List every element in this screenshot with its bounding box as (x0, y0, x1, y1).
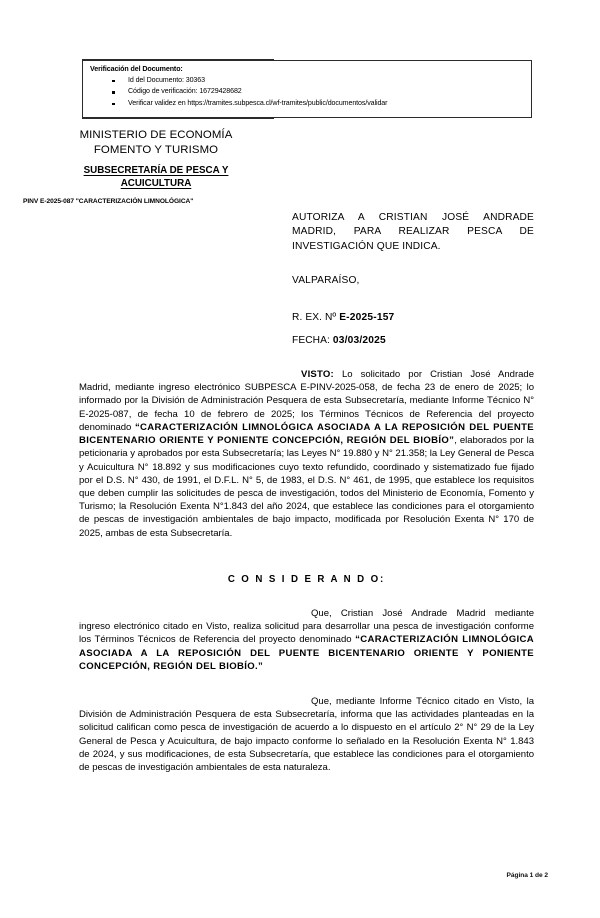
resolution-subject: AUTORIZA A CRISTIAN JOSÉ ANDRADE MADRID, PARA REALIZAR PESCA DE INVESTIGACIÓN QUE INDICA. (292, 212, 534, 252)
considerando-paragraph-2 (79, 695, 534, 774)
ministry-name-line-2: FOMENTO Y TURISMO (93, 143, 219, 156)
visto-project-title: “CARACTERIZACIÓN LIMNOLÓGICA ASOCIADA A LA REPOSICIÓN DEL PUENTE BICENTENARIO ORIENTE Y PONIENTE CONCEPCIÓN, REGIÓN DEL BIOBÍO” (79, 421, 535, 447)
resolution-number-line (292, 312, 534, 323)
letterhead (22, 128, 290, 205)
document-body (79, 368, 534, 774)
issue-city: VALPARAÍSO, (292, 275, 360, 287)
considerando-1-text: Que, Cristian José Andrade Madrid mediante ingreso electrónico citado en Visto, realiza solicitud para desarrollar una pesca de investigación conforme los Términos Técnicos de Referencia del proyecto denominado (79, 607, 534, 646)
visto-paragraph (79, 368, 534, 540)
verification-item-url: Verificar validez en https://tramites.subpesca.cl/wf-tramites/public/documentos/validar (90, 98, 525, 109)
project-reference-code: PINV E-2025-087 "CARACTERIZACIÓN LIMNOLÓGICA" (23, 198, 194, 206)
considerando-paragraph-1 (79, 607, 534, 673)
visto-label: VISTO: (301, 369, 334, 380)
ministry-name-line-1: MINISTERIO DE ECONOMÍA (79, 129, 233, 141)
subsecretaria-name-line-1: SUBSECRETARÍA DE PESCA Y (83, 165, 229, 177)
subsecretaria-name-line-2: ACUICULTURA (120, 177, 192, 189)
verification-box-title: Verificación del Documento: (90, 65, 183, 73)
considerando-2-text: Que, mediante Informe Técnico citado en Visto, la División de Administración Pesquera de esta Subsecretaría, informa que las actividades planteadas en la solicitud califican como pesca de investigación de acuerdo a lo dispuesto en el artículo 2° N° 29 de la Ley General de Pesca y Acuicultura, de bajo impacto conforme lo señalado en la Resolución Exenta N° 1.843 de 2024, y sus modificaciones, de esta Subsecretaría, que establece las condiciones para el otorgamiento de pescas de investigación ambientales de esta naturaleza. (79, 695, 534, 774)
document-verification-box (82, 60, 532, 118)
ministry-name (22, 128, 290, 157)
spacer-after-considerando (79, 585, 534, 607)
verification-details-list (90, 75, 525, 109)
considerando-heading: C O N S I D E R A N D O: (227, 573, 386, 585)
verification-item-code: Código de verificación: 16729428682 (90, 86, 525, 97)
considerando-1-project-title: “CARACTERIZACIÓN LIMNOLÓGICA ASOCIADA A LA REPOSICIÓN DEL PUENTE BICENTENARIO ORIENTE Y PONIENTE CONCEPCIÓN, REGIÓN DEL BIOBÍO.” (79, 634, 535, 672)
resolution-date-label: FECHA: (292, 335, 330, 347)
page-number-footer: Página 1 de 2 (506, 872, 548, 879)
resolution-date-value: 03/03/2025 (332, 335, 386, 347)
spacer-between-considerandos (79, 673, 534, 695)
verification-item-document-id: Id del Documento: 30363 (90, 75, 525, 86)
visto-text-part-2: , elaborados por la peticionaria y aprobados por esta Subsecretaría; las Leyes N° 19.880 y N° 21.358; la Ley General de Pesca y Acuicultura N° 18.892 y sus modificaciones cuyo texto refundido, coordinado y sistematizado fue fijado por el D.S. N° 430, de 1991, el D.F.L. N° 5, de 1983, el D.S. N° 461, de 1995, que establece los requisitos que deben cumplir las solicitudes de pesca de investigación, todos del Ministerio de Economía, Fomento y Turismo; la Resolución Exenta N°1.843 del año 2024, que establece las condiciones para el otorgamiento de pescas de investigación ambientales de bajo impacto, modificada por Resolución Exenta N° 170 de 2025, ambas de esta Subsecretaría. (79, 435, 534, 539)
subsecretaria-name (22, 165, 290, 190)
spacer-before-considerando (79, 540, 534, 574)
visto-text-part-1: Lo solicitado por Cristian José Andrade Madrid, mediante ingreso electrónico SUBPESCA E-PINV-2025-058, de fecha 23 de enero de 2025; lo informado por la División de Administración Pesquera de esta Subsecretaría, mediante Informe Técnico N° E-2025-087, de fecha 10 de febrero de 2025; los Términos Técnicos de Referencia del proyecto denominado (79, 369, 534, 433)
resolution-date-line (292, 335, 534, 346)
resolution-header-block (292, 211, 534, 346)
resolution-number-label: R. EX. Nº (292, 312, 337, 324)
resolution-number-value: E-2025-157 (339, 312, 395, 324)
